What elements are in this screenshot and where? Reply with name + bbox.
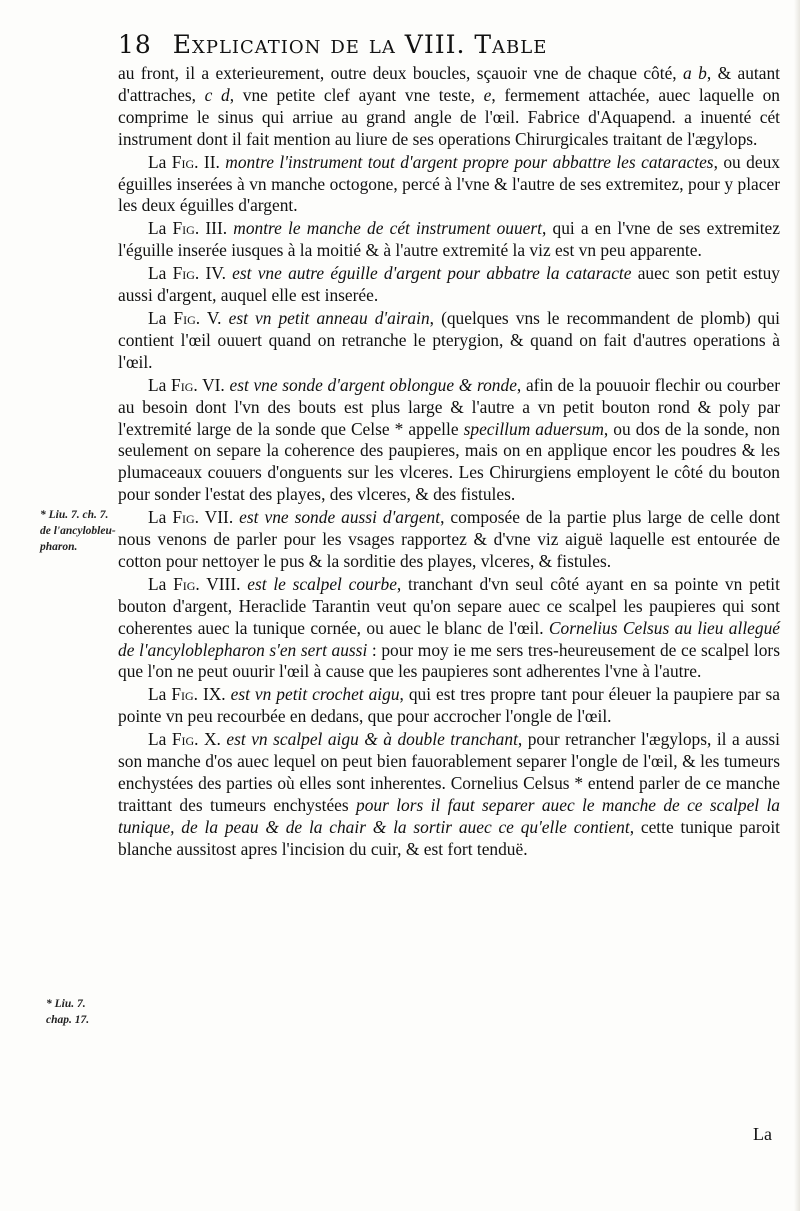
text-run: La <box>148 151 172 172</box>
text-run: : pour moy ie me sers tres-heureusement de ce scalpel lors que l'on ne peut ouurir l'œil à cause que les paupieres sont adherentes l'vne à l'autre. <box>118 639 780 682</box>
paragraph-fig2 <box>118 152 780 218</box>
text-run: , ou deux éguilles inserées à vn manche octogone, percé à l'vne & l'autre de ses extremitez, pour y placer les deux éguilles d'argent. <box>118 151 780 216</box>
italic-text: est vn petit anneau d'airain <box>228 307 430 328</box>
header-title: Explication de la VIII. Table <box>172 30 548 59</box>
paragraph-intro <box>118 63 780 151</box>
text-run: au front, il a exterieurement, outre deux boucles, sçauoir vne de chaque côté, <box>118 63 684 83</box>
text-run: , afin de la pouuoir flechir ou courber au besoin dont l'vn des bouts est plus large & l'autre a vn petit bouton rond & poly par l'extremité large de la sonde que Celse * appelle <box>118 374 780 439</box>
paragraph-fig4 <box>118 263 780 307</box>
text-run: La <box>148 218 173 239</box>
text-run: La <box>148 729 172 750</box>
margin-note-line: * Liu. 7. ch. 7. <box>40 509 109 521</box>
italic-text: c d <box>204 84 230 105</box>
figure-label: Fig. III. <box>172 218 228 239</box>
paragraph-fig5 <box>118 308 780 374</box>
figure-label: Fig. II. <box>171 151 220 172</box>
text-run: , & autant d'attraches, <box>118 63 781 105</box>
text-run: , fermement attachée, auec laquelle on comprime le sinus qui arriue au grand angle de l'œil. Fabrice d'Aquapend. a inuenté cét instrument dont il fait mention au liure de ses operations Chirurgicales traitant de l'ægylops. <box>118 84 780 149</box>
text-run: , vne petite clef ayant vne teste, <box>229 84 484 105</box>
page-edge-shadow <box>794 0 800 1211</box>
figure-label: Fig. VIII. <box>173 573 241 594</box>
figure-label: Fig. IX. <box>171 684 226 705</box>
figure-label: Fig. V. <box>173 307 222 328</box>
paragraph-fig9 <box>118 684 780 728</box>
text-run: auec son petit estuy aussi d'argent, auquel elle est inserée. <box>118 263 780 306</box>
margin-note-line: pharon. <box>40 541 78 553</box>
italic-text: est vn petit crochet aigu <box>230 684 400 705</box>
text-run: , ou dos de la sonde, non seulement on separe la coherence des paupieres, mais on en applique encor les poudres & les plumaceaux couuers d'onguents sur les vlceres. Les Chirurgiens employent le côté du bouton pour sonder l'estat des playes, des vlceres, & des fistules. <box>118 418 781 505</box>
paragraph-fig10 <box>118 729 780 860</box>
italic-text: montre l'instrument tout d'argent propre pour abbattre les cataractes <box>225 151 714 172</box>
text-run: La <box>148 507 173 528</box>
text-run: , qui a en l'vne de ses extremitez l'éguille inserée iusques à la moitié & à l'autre extremité la viz est vn peu apparente. <box>118 218 780 261</box>
italic-text: est le scalpel courbe <box>247 573 397 594</box>
margin-note-line: de l'ancylobleu- <box>40 525 116 537</box>
text-run: La <box>148 307 174 328</box>
text-run: La <box>148 573 174 594</box>
figure-label: Fig. VII. <box>172 507 234 528</box>
page-number: 18 <box>118 30 152 59</box>
catchword: La <box>753 1124 772 1144</box>
paragraph-fig6 <box>118 375 780 506</box>
text-run: , tranchant d'vn seul côté ayant en sa pointe vn petit bouton d'argent, Heraclide Tarantin veut qu'on separe auec ce scalpel les paupieres qui sont coherentes auec la tunique cornée, ou auec le blanc de l'œil. <box>118 573 780 638</box>
text-run: , cette tunique paroit blanche aussitost apres l'incision du cuir, & est fort tenduë. <box>118 816 780 859</box>
italic-text: Cornelius Celsus au lieu allegué de l'ancyloblepharon s'en sert aussi <box>118 617 780 660</box>
figure-label: Fig. IV. <box>172 263 226 284</box>
margin-note-2 <box>46 996 89 1028</box>
text-run: La <box>148 263 173 284</box>
italic-text: est vne autre éguille d'argent pour abbatre la cataracte <box>232 263 632 284</box>
italic-text: est vne sonde aussi d'argent <box>239 507 441 528</box>
margin-note-line: chap. 17. <box>46 1014 90 1026</box>
figure-label: Fig. VI. <box>171 374 225 395</box>
italic-text: specillum aduersum <box>463 418 604 439</box>
margin-note-1 <box>40 507 116 555</box>
text-run: , qui est tres propre tant pour éleuer la paupiere par sa pointe vn peu recourbée en dedans, que pour accrocher l'ongle de l'œil. <box>118 684 780 727</box>
paragraph-fig3 <box>118 218 780 262</box>
italic-text: pour lors il faut separer auec le manche de ce scalpel la tunique, de la peau & de la chair & la sortir auec ce qu'elle contient <box>118 794 780 837</box>
figure-label: Fig. X. <box>171 729 221 750</box>
text-run: La <box>148 684 172 705</box>
italic-text: e <box>483 84 492 105</box>
italic-text: est vn scalpel aigu & à double tranchant <box>226 729 518 750</box>
text-run <box>222 308 229 328</box>
italic-text: montre le manche de cét instrument ouuert <box>233 218 542 239</box>
text-run: , composée de la partie plus large de celle dont nous venons de parler pour les vsages rapportez & d'vne viz aiguë laquelle est entourée de cotton pour nettoyer le pus & la sorditie des playes, vlceres, & fistules. <box>118 507 780 571</box>
running-header <box>118 30 718 60</box>
text-run: , (quelques vns le recommandent de plomb) qui contient l'œil ouuert quand on retranche le pterygion, & quand on fait d'autres operations à l'œil. <box>118 307 780 372</box>
text-run: , pour retrancher l'ægylops, il a aussi son manche d'os auec lequel on peut bien fauorablement separer l'ongle de l'œil, & les tumeurs enchystées des parties où elles sont inherentes. Cornelius Celsus * entend parler de ce manche traittant des tumeurs enchystées <box>118 729 780 815</box>
italic-text: est vne sonde d'argent oblongue & ronde <box>229 374 517 395</box>
body-text <box>118 63 780 862</box>
margin-note-line: * Liu. 7. <box>46 998 86 1010</box>
paragraph-fig7 <box>118 507 780 573</box>
italic-text: a b <box>683 63 707 83</box>
text-run: La <box>148 374 172 395</box>
paragraph-fig8 <box>118 574 780 684</box>
